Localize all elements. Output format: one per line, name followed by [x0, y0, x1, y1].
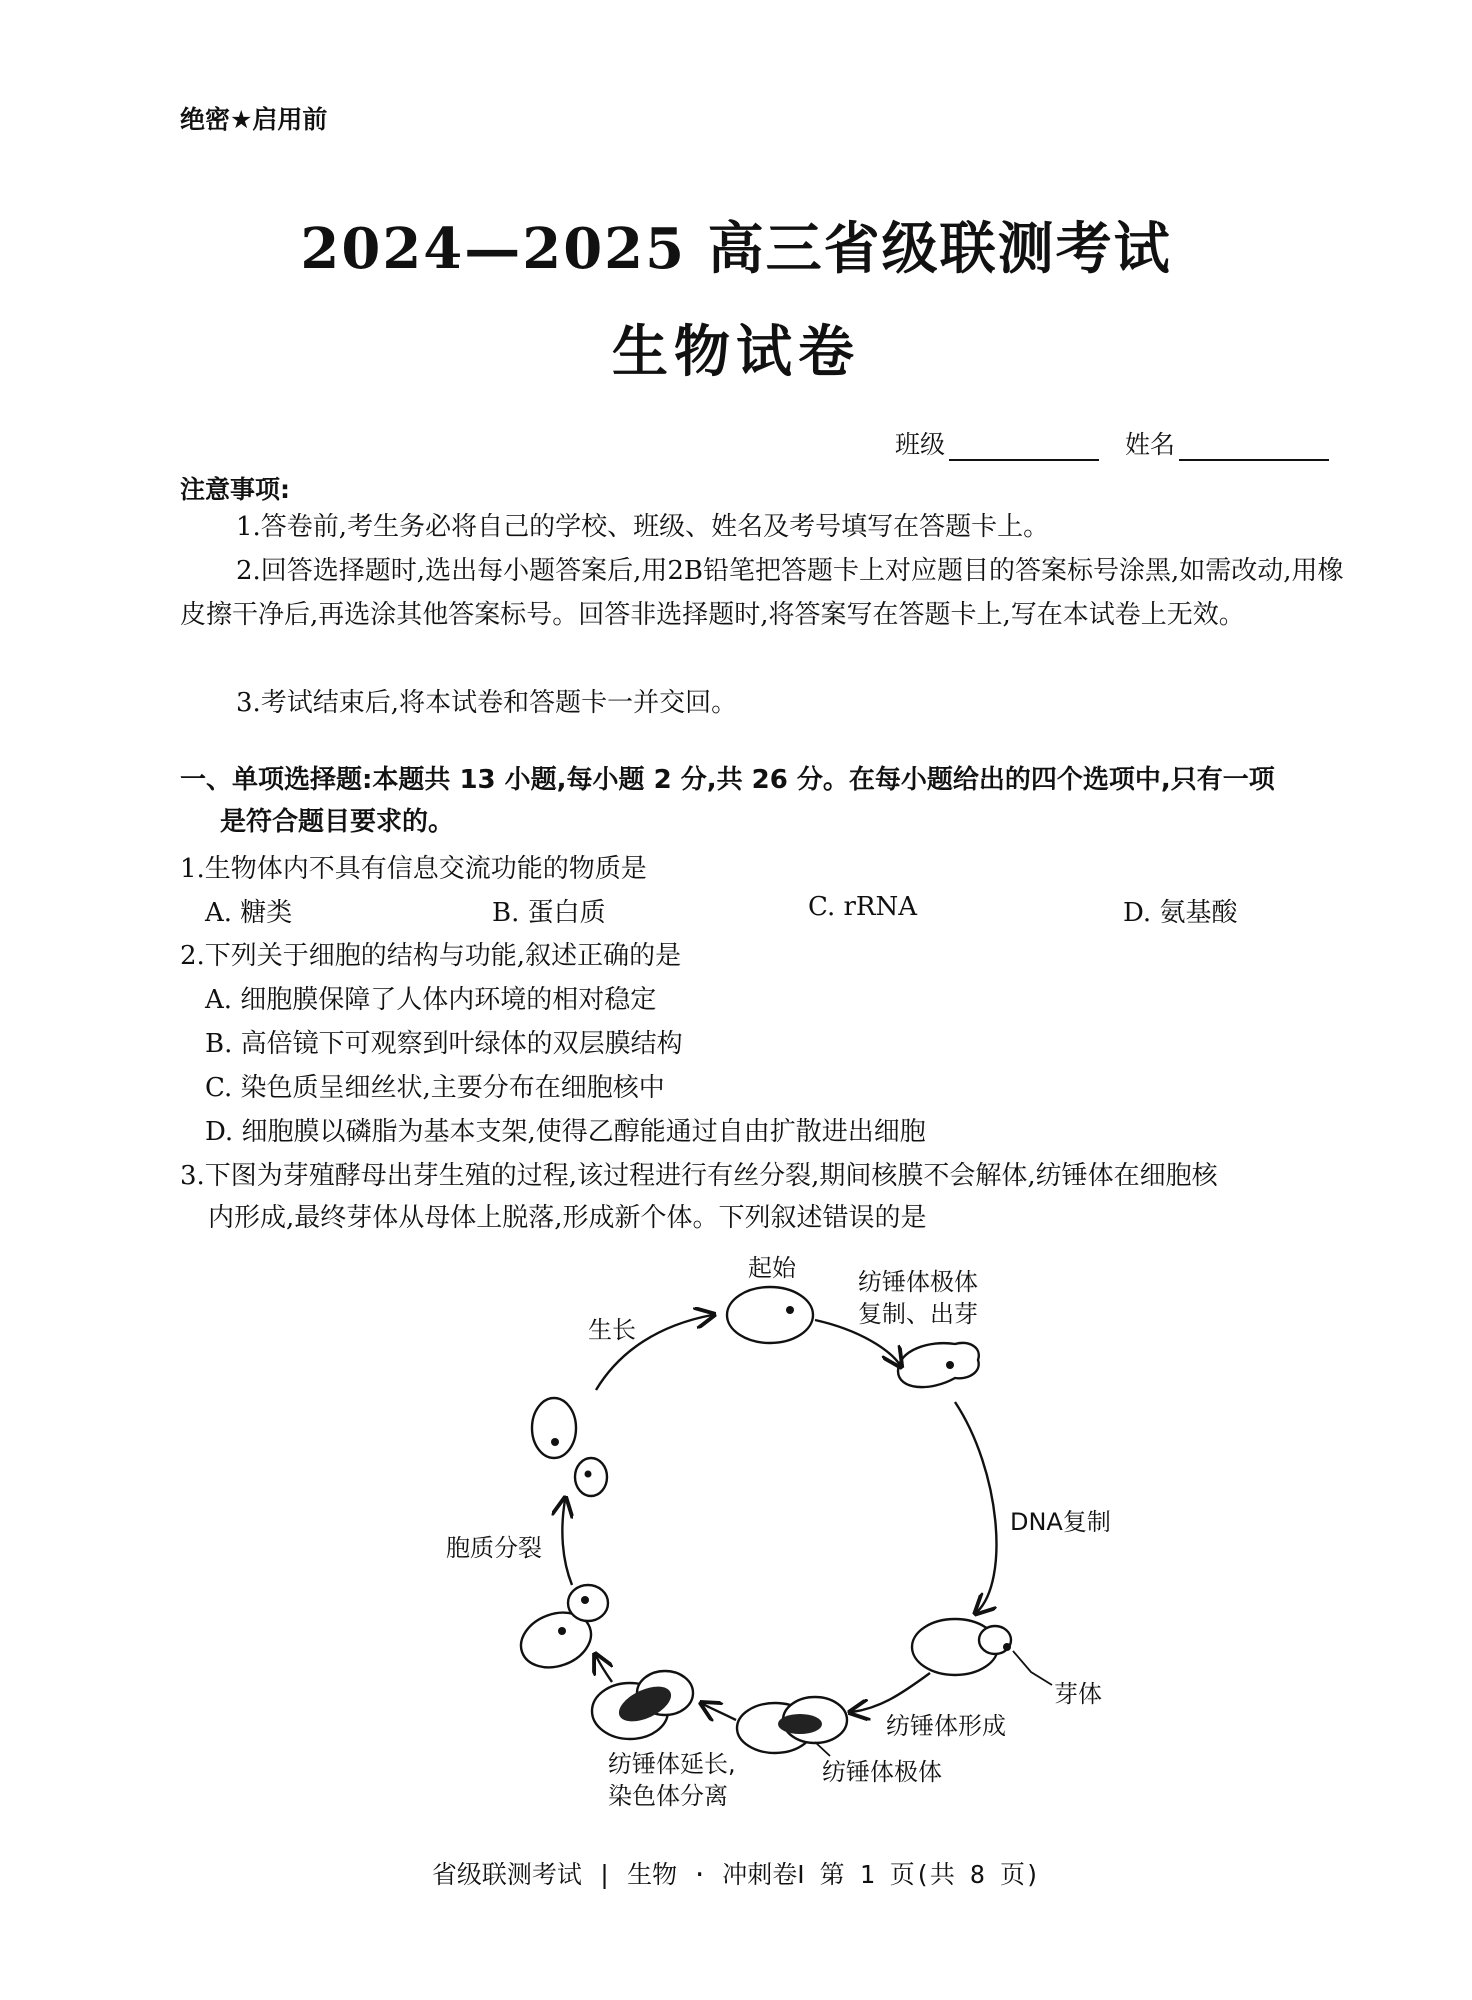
page-footer: 省级联测考试 | 生物 · 冲刺卷Ⅰ 第 1 页(共 8 页) — [431, 1860, 1041, 1889]
question-2-stem: 2.下列关于细胞的结构与功能,叙述正确的是 — [180, 941, 682, 971]
label-growth: 生长 — [588, 1316, 636, 1344]
label-spb-dup-2: 复制、出芽 — [858, 1300, 978, 1328]
confidential-mark: 绝密★启用前 — [180, 105, 328, 134]
question-3-line2: 内形成,最终芽体从母体上脱落,形成新个体。下列叙述错误的是 — [208, 1203, 927, 1233]
cell-spb-duplication — [898, 1343, 979, 1387]
label-cytokinesis: 胞质分裂 — [446, 1534, 542, 1562]
question-3-line1: 3.下图为芽殖酵母出芽生殖的过程,该过程进行有丝分裂,期间核膜不会解体,纺锤体在细胞核 — [180, 1161, 1218, 1191]
exam-subject: 生物试卷 — [612, 319, 860, 385]
q1-option-c[interactable]: C. rRNA — [808, 892, 918, 922]
q1-option-a[interactable]: A. 糖类 — [205, 898, 293, 928]
name-label: 姓名 — [1125, 430, 1176, 459]
notice-item-3: 3.考试结束后,将本试卷和答题卡一并交回。 — [236, 688, 738, 718]
bud-pointer-line — [1013, 1651, 1052, 1685]
notice-heading: 注意事项: — [180, 475, 290, 504]
q2-option-d[interactable]: D. 细胞膜以磷脂为基本支架,使得乙醇能通过自由扩散进出细胞 — [205, 1117, 926, 1147]
cell-bud-forming — [912, 1619, 1011, 1675]
q1-option-b[interactable]: B. 蛋白质 — [492, 898, 606, 928]
label-spindle-formation: 纺锤体形成 — [886, 1712, 1006, 1740]
arrow-dna-replication — [955, 1402, 996, 1612]
cell-start — [727, 1287, 813, 1343]
cell-cytokinesis — [513, 1585, 608, 1677]
arrow-to-elongation — [703, 1704, 736, 1720]
arrow-to-cytokinesis — [596, 1656, 612, 1682]
class-label: 班级 — [895, 430, 946, 459]
label-elongation-1: 纺锤体延长, — [608, 1750, 736, 1778]
q2-option-b[interactable]: B. 高倍镜下可观察到叶绿体的双层膜结构 — [205, 1029, 683, 1059]
notice-item-2: 2.回答选择题时,选出每小题答案后,用2B铅笔把答题卡上对应题目的答案标号涂黑,如需改动,用橡皮擦干净后,再选涂其他答案标号。回答非选择题时,将答案写在答题卡上,写在本试卷上无效。 — [180, 556, 1344, 630]
label-spb-dup-1: 纺锤体极体 — [858, 1268, 978, 1296]
arrow-cytokinesis — [562, 1500, 572, 1585]
cell-spindle-forming — [737, 1697, 847, 1753]
section-heading-line1: 一、单项选择题:本题共 13 小题,每小题 2 分,共 26 分。在每小题给出的四个选项中,只有一项 — [180, 765, 1275, 795]
label-bud: 芽体 — [1054, 1680, 1102, 1708]
q1-option-d[interactable]: D. 氨基酸 — [1123, 898, 1238, 928]
q2-option-c[interactable]: C. 染色质呈细丝状,主要分布在细胞核中 — [205, 1073, 665, 1103]
label-spindle-pole-body: 纺锤体极体 — [822, 1758, 942, 1786]
section-heading-line2: 是符合题目要求的。 — [220, 807, 455, 837]
cell-separated — [532, 1398, 607, 1496]
label-elongation-2: 染色体分离 — [608, 1782, 728, 1810]
exam-title: 2024—2025 高三省级联测考试 — [300, 216, 1172, 282]
question-1-stem: 1.生物体内不具有信息交流功能的物质是 — [180, 854, 647, 884]
notice-item-1: 1.答卷前,考生务必将自己的学校、班级、姓名及考号填写在答题卡上。 — [236, 512, 1050, 542]
q2-option-a[interactable]: A. 细胞膜保障了人体内环境的相对稳定 — [205, 985, 657, 1015]
label-dna-replication: DNA复制 — [1010, 1508, 1111, 1536]
cell-spindle-elongation — [592, 1671, 693, 1739]
label-start: 起始 — [748, 1254, 796, 1282]
